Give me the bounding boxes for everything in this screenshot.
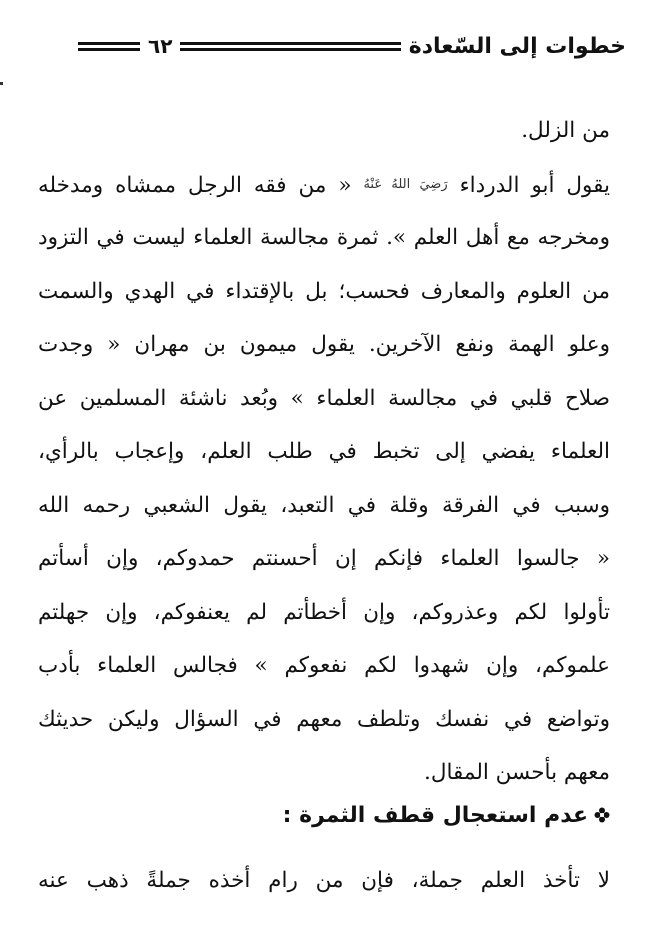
text-line: معهم بأحسن المقال. [424,760,610,785]
text-line: وسبب في الفرقة وقلة في التعبد، يقول الشعبي رحمه الله [38,492,610,518]
header-rule [180,42,400,51]
text-line: تأولوا لكم وعذروكم، وإن أخطأتم لم يعنفوكم، وإن جهلتم [38,599,610,625]
text-line: ومخرجه مع أهل العلم ». ثمرة مجالسة العلماء ليست في التزود [38,225,610,250]
text-line [38,158,610,212]
book-title: خطوات إلى السّعادة [408,33,626,59]
text-line: العلماء يفضي إلى تخبط في طلب العلم، وإعجاب بالرأي، [38,439,610,464]
honorific-phrase: رَضِيَ اللهُ عَنْهُ [363,176,448,192]
text-line: وتواضع في نفسك وتلطف معهم في السؤال وليكن حديثك [38,706,610,732]
text-line: لا تأخذ العلم جملة، فإن من رام أخذه جملةً ذهب عنه [38,868,610,893]
flower-bullet-icon [594,807,610,823]
margin-mark [0,82,3,85]
text-line-part: « من فقه الرجل ممشاه ومدخله [38,172,352,198]
text-line: وعلو الهمة ونفع الآخرين. يقول ميمون بن مهران « وجدت [38,332,610,357]
text-line: من الزلل. [521,118,610,143]
text-line: من العلوم والمعارف فحسب؛ بل بالإقتداء في الهدي والسمت [38,278,610,304]
section-heading [38,796,610,836]
text-line: « جالسوا العلماء فإنكم إن أحسنتم حمدوكم، وإن أسأتم [38,546,610,571]
header-rule-short [78,42,140,51]
text-line: صلاح قلبي في مجالسة العلماء » وبُعد ناشئة المسلمين عن [38,385,610,411]
page-number: ٦٢ [148,34,173,58]
text-line: علموكم، وإن شهدوا لكم نفعوكم » فجالس العلماء بأدب [38,653,610,678]
body-text [38,104,610,800]
text-line-part: يقول أبو الدرداء [459,172,610,198]
page-header [70,28,626,64]
section-heading-text: عدم استعجال قطف الثمرة : [282,803,588,828]
